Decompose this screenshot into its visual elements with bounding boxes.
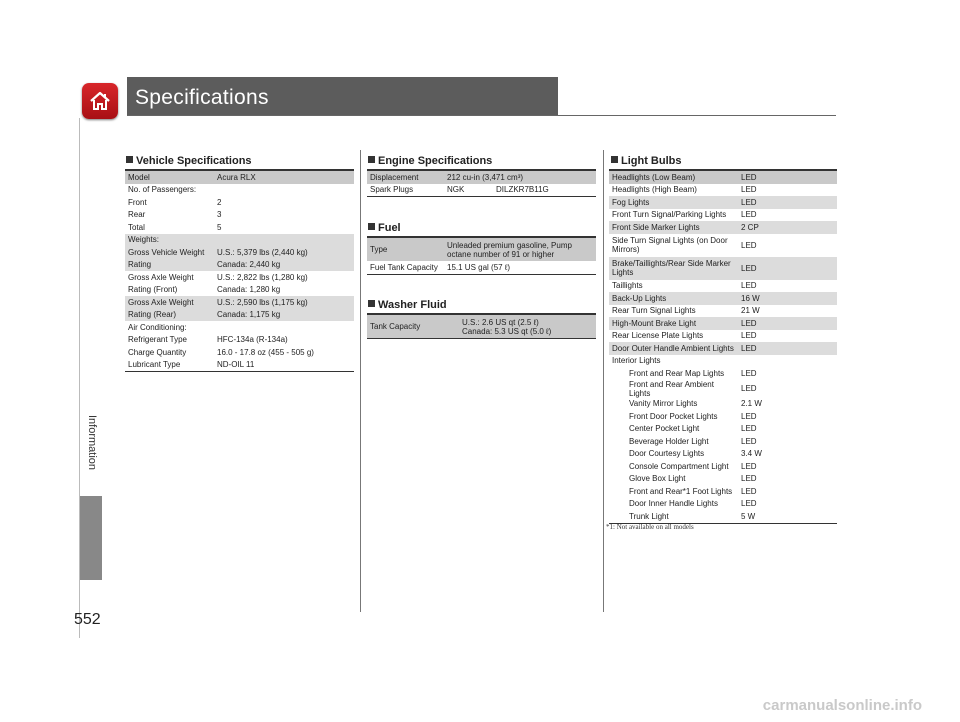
table-row: Rating (Rear) Canada: 1,175 kg <box>125 309 354 322</box>
table-row: Rating Canada: 2,440 kg <box>125 259 354 272</box>
table-row: Beverage Holder Light LED <box>629 436 757 446</box>
table-row: Lubricant Type ND-OIL 11 <box>125 359 354 372</box>
table-row: Front 2 <box>128 197 222 207</box>
table-row: Type Unleaded premium gasoline, Pump octane number of 91 or higher <box>367 237 596 261</box>
table-row: Glove Box Light LED <box>629 474 757 484</box>
table-row: Refrigerant Type HFC-134a (R-134a) <box>128 335 288 345</box>
table-row: No. of Passengers: <box>128 185 197 195</box>
table-row: Model Acura RLX <box>125 170 354 184</box>
table-row: Front Side Marker Lights 2 CP <box>609 221 837 234</box>
home-button[interactable] <box>82 83 118 119</box>
table-row: Gross Axle Weight U.S.: 2,590 lbs (1,175 kg) <box>125 296 354 309</box>
table-row: Weights: <box>125 234 354 247</box>
vehicle-specs-heading: Vehicle Specifications <box>126 155 252 167</box>
table-row: Front and Rear*1 Foot Lights LED <box>629 486 757 496</box>
column-divider <box>603 150 604 612</box>
table-row: Console Compartment Light LED <box>629 461 757 471</box>
table-row: Center Pocket Light LED <box>629 424 757 434</box>
table-row: Rear License Plate Lights LED <box>612 331 757 341</box>
table-row: Brake/Taillights/Rear Side Marker Lights LED <box>609 257 837 280</box>
table-row: Vanity Mirror Lights 2.1 W <box>629 399 762 409</box>
table-row: Door Inner Handle Lights LED <box>629 499 757 509</box>
light-bulbs-heading: Light Bulbs <box>611 155 682 167</box>
fuel-heading: Fuel <box>368 222 401 234</box>
table-row: Displacement 212 cu-in (3,471 cm³) <box>367 170 596 184</box>
table-row: Fog Lights LED <box>609 196 837 209</box>
footnote: *1: Not available on all models <box>606 523 694 531</box>
table-row: Trunk Light 5 W <box>609 510 837 523</box>
section-tab[interactable] <box>80 496 102 580</box>
title-rule <box>127 115 836 116</box>
table-row: Rear Turn Signal Lights 21 W <box>612 306 760 316</box>
table-row: Headlights (Low Beam) LED <box>609 170 837 184</box>
table-row: Headlights (High Beam) LED <box>612 185 757 195</box>
fuel-table <box>367 236 596 275</box>
table-row: Total 5 <box>128 222 222 232</box>
table-row: Gross Axle Weight U.S.: 2,822 lbs (1,280 kg) <box>128 272 308 282</box>
table-row: Front and Rear Ambient Lights LED <box>629 379 757 398</box>
light-bulbs-table <box>609 169 837 524</box>
table-row: Taillights LED <box>612 281 757 291</box>
table-row: Front Turn Signal/Parking Lights LED <box>612 210 757 220</box>
table-row: Front and Rear Map Lights LED <box>629 368 757 378</box>
home-icon <box>88 89 112 113</box>
table-row: Charge Quantity 16.0 - 17.8 oz (455 - 505 g) <box>128 347 314 357</box>
table-row: Spark Plugs NGK DILZKR7B11G <box>367 184 596 197</box>
table-row: Door Outer Handle Ambient Lights LED <box>609 342 837 355</box>
table-row: Rear 3 <box>128 210 222 220</box>
column-divider <box>360 150 361 612</box>
table-row: Tank Capacity U.S.: 2.6 US qt (2.5 ℓ) Canada: 5.3 US qt (5.0 ℓ) <box>367 314 596 339</box>
table-row: Gross Vehicle Weight U.S.: 5,379 lbs (2,440 kg) <box>125 246 354 259</box>
vehicle-specs-table <box>125 169 354 372</box>
page-number: 552 <box>74 611 101 628</box>
washer-fluid-heading: Washer Fluid <box>368 299 447 311</box>
watermark: carmanualsonline.info <box>762 697 922 714</box>
table-row: Side Turn Signal Lights (on Door Mirrors) LED <box>612 236 757 254</box>
table-row: Fuel Tank Capacity 15.1 US gal (57 ℓ) <box>367 261 596 274</box>
page-title: Specifications <box>135 86 269 109</box>
table-row: High-Mount Brake Light LED <box>609 317 837 330</box>
table-row: Back-Up Lights 16 W <box>609 292 837 305</box>
engine-specs-heading: Engine Specifications <box>368 155 492 167</box>
table-row: Interior Lights <box>612 356 661 366</box>
section-label: Information <box>86 415 98 471</box>
table-row: Door Courtesy Lights 3.4 W <box>629 449 762 459</box>
table-row: Rating (Front) Canada: 1,280 kg <box>128 285 281 295</box>
table-row: Air Conditioning: <box>128 322 187 332</box>
engine-specs-table <box>367 169 596 197</box>
washer-fluid-table <box>367 313 596 339</box>
table-row: Front Door Pocket Lights LED <box>629 411 757 421</box>
